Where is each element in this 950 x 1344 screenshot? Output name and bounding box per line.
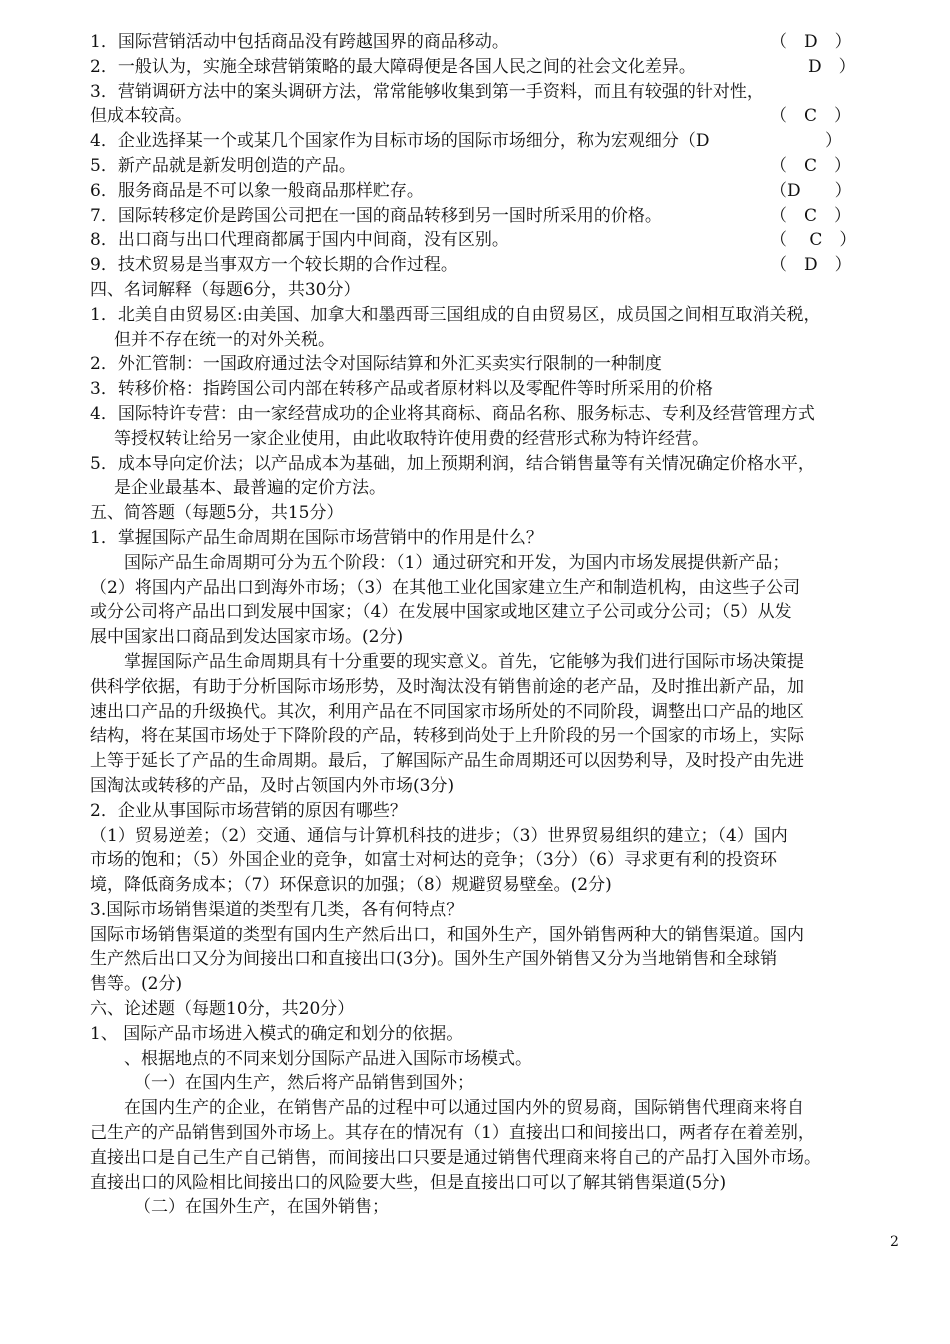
- tf-item-5: 5．新产品就是新发明创造的产品。 （ C ）: [90, 154, 910, 179]
- tf-answer: （ D ）: [770, 255, 852, 276]
- short-a1-line: 结构，将在某国市场处于下降阶段的产品，转移到尚处于上升阶段的另一个国家的市场上，实际: [90, 726, 804, 747]
- tf-item-4: 4．企业选择某一个或某几个国家作为目标市场的国际市场细分，称为宏观细分（D ）: [90, 129, 910, 154]
- short-q1: 1．掌握国际产品生命周期在国际市场营销中的作用是什么？: [90, 527, 543, 548]
- tf-item-1: 1．国际营销活动中包括商品没有跨越国界的商品移动。 （ D ）: [90, 30, 910, 55]
- term-1: 1．北美自由贸易区:由美国、加拿大和墨西哥三国组成的自由贸易区，成员国之间相互取消关税，: [90, 304, 821, 325]
- tf-answer: （ C ）: [770, 205, 852, 226]
- term-5: 5．成本导向定价法；以产品成本为基础，加上预期利润，结合销售量等有关情况确定价格水平，: [90, 453, 815, 474]
- essay-q1: 1、 国际产品市场进入模式的确定和划分的依据。: [90, 1023, 464, 1044]
- short-a1-line: 供科学依据，有助于分析国际市场形势，及时淘汰没有销售前途的老产品，及时推出新产品，加: [90, 676, 804, 697]
- tf-item-2: 2．一般认为，实施全球营销策略的最大障碍便是各国人民之间的社会文化差异。 D ）: [90, 55, 910, 80]
- tf-answer: ）: [825, 131, 842, 152]
- tf-answer: （ C ）: [770, 230, 857, 251]
- short-q2: 2．企业从事国际市场营销的原因有哪些？: [90, 800, 407, 821]
- tf-answer: D ）: [808, 56, 856, 77]
- essay-line: （一）在国内生产，然后将产品销售到国外；: [134, 1073, 474, 1094]
- short-a1-line: 掌握国际产品生命周期具有十分重要的现实意义。首先，它能够为我们进行国际市场决策提: [124, 651, 804, 672]
- short-a3-line: 售等。(2分): [90, 974, 183, 995]
- essay-line: 直接出口是自己生产自己销售，而间接出口只要是通过销售代理商来将自己的产品打入国外市场。: [90, 1147, 821, 1168]
- short-a2-line: 境，降低商务成本；（7）环保意识的加强；（8）规避贸易壁垒。(2分): [90, 875, 612, 896]
- short-a1-line: 上等于延长了产品的生命周期。最后，了解国际产品生命周期还可以因势利导，及时投产由先进: [90, 751, 804, 772]
- short-a1-line: 国淘汰或转移的产品，及时占领国内外市场(3分): [90, 775, 455, 796]
- short-a2-line: （1）贸易逆差；（2）交通、通信与计算机科技的进步；（3）世界贸易组织的建立；（4）国内: [90, 825, 788, 846]
- term-3: 3．转移价格：指跨国公司内部在转移产品或者原材料以及零配件等时所采用的价格: [90, 379, 713, 400]
- tf-answer: （D ）: [770, 180, 852, 201]
- essay-line: 己生产的产品销售到国外市场上。其存在的情况有（1）直接出口和间接出口，两者存在着差别，: [90, 1123, 815, 1144]
- term-4-cont: 等授权转让给另一家企业使用，由此收取特许使用费的经营形式称为特许经营。: [114, 428, 709, 449]
- short-a3-line: 国际市场销售渠道的类型有国内生产然后出口，和国外生产，国外销售两种大的销售渠道。国内: [90, 924, 804, 945]
- short-a3-line: 生产然后出口又分为间接出口和直接出口(3分)。国外生产国外销售又分为当地销售和全球销: [90, 949, 778, 970]
- page-number: 2: [890, 1234, 899, 1250]
- short-q3: 3.国际市场销售渠道的类型有几类，各有何特点？: [90, 899, 464, 920]
- essay-line: 、根据地点的不同来划分国际产品进入国际市场模式。: [124, 1048, 532, 1069]
- section-heading-short: 五、简答题（每题5分，共15分）: [90, 503, 344, 524]
- tf-item-6: 6．服务商品是不可以象一般商品那样贮存。 （D ）: [90, 179, 910, 204]
- short-a1-line: （2）将国内产品出口到海外市场；（3）在其他工业化国家建立生产和制造机构，由这些子公司: [90, 577, 801, 598]
- term-2: 2．外汇管制：一国政府通过法令对国际结算和外汇买卖实行限制的一种制度: [90, 354, 662, 375]
- tf-item-3-cont: 但成本较高。 （ C ）: [90, 104, 910, 129]
- tf-answer: （ D ）: [770, 32, 852, 52]
- section-heading-terms: 四、名词解释（每题6分，共30分）: [90, 279, 361, 300]
- tf-answer: （ C ）: [770, 106, 852, 127]
- essay-line: （二）在国外生产，在国外销售；: [134, 1197, 389, 1218]
- term-1-cont: 但并不存在统一的对外关税。: [114, 329, 335, 350]
- term-5-cont: 是企业最基本、最普遍的定价方法。: [114, 478, 386, 499]
- tf-item-3: 3．营销调研方法中的案头调研方法，常常能够收集到第一手资料，而且有较强的针对性，: [90, 81, 764, 102]
- section-heading-essay: 六、论述题（每题10分，共20分）: [90, 999, 355, 1020]
- tf-answer: （ C ）: [770, 155, 852, 176]
- tf-item-9: 9．技术贸易是当事双方一个较长期的合作过程。 （ D ）: [90, 253, 910, 278]
- essay-line: 在国内生产的企业，在销售产品的过程中可以通过国内外的贸易商，国际销售代理商来将自: [124, 1098, 804, 1119]
- tf-item-7: 7．国际转移定价是跨国公司把在一国的商品转移到另一国时所采用的价格。 （ C ）: [90, 204, 910, 229]
- term-4: 4．国际特许专营：由一家经营成功的企业将其商标、商品名称、服务标志、专利及经营管理方式: [90, 403, 815, 424]
- short-a1-line: 国际产品生命周期可分为五个阶段：（1）通过研究和开发，为国内市场发展提供新产品；: [124, 552, 790, 573]
- tf-item-8: 8．出口商与出口代理商都属于国内中间商，没有区别。 （ C ）: [90, 228, 910, 253]
- short-a1-line: 或分公司将产品出口到发展中国家；（4）在发展中国家或地区建立子公司或分公司；（5）从发: [90, 602, 792, 623]
- short-a2-line: 市场的饱和；（5）外国企业的竞争，如富士对柯达的竞争；（3分）（6）寻求更有利的投资环: [90, 850, 777, 871]
- short-a1-line: 速出口产品的升级换代。其次，利用产品在不同国家市场所处的不同阶段，调整出口产品的地区: [90, 701, 804, 722]
- short-a1-line: 展中国家出口商品到发达国家市场。(2分): [90, 627, 404, 648]
- essay-line: 直接出口的风险相比间接出口的风险要大些，但是直接出口可以了解其销售渠道(5分): [90, 1172, 727, 1193]
- document-page: [90, 30, 910, 1220]
